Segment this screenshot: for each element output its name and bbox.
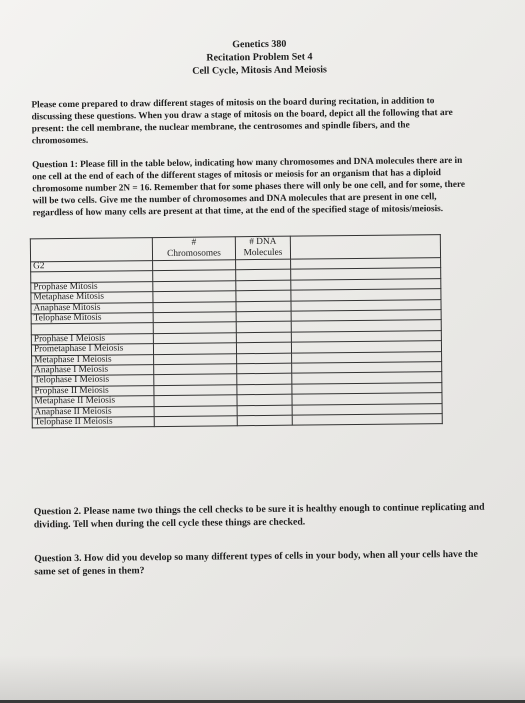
col-header-chromosomes — [152, 237, 235, 261]
cell-dna[interactable] — [237, 384, 292, 395]
col-header-dna — [235, 236, 290, 260]
col-header-dna-line2: Molecules — [243, 247, 283, 259]
question-3-label: Question 3. — [34, 552, 82, 565]
cell-dna[interactable] — [237, 353, 292, 364]
stages-table — [30, 234, 443, 429]
cell-dna[interactable] — [237, 363, 292, 374]
row-label: Anaphase Mitosis — [31, 302, 153, 314]
cell-dna[interactable] — [236, 280, 291, 291]
cell-dna[interactable] — [236, 311, 291, 322]
cell-dna[interactable] — [236, 259, 291, 270]
intro-paragraph: Please come prepared to draw different stages of mitosis on the board during recitation, in addition to discussing these questions. When you draw a stage of mitosis on the board, depict all the following that are present: the cell membrane, the nuclear membrane, the centrosomes and spindle fibers, and the chromosomes. — [31, 96, 453, 147]
cell-dna[interactable] — [237, 394, 292, 405]
row-label: Telophase Mitosis — [31, 313, 153, 325]
question-2 — [34, 501, 494, 532]
row-label: Prophase Mitosis — [31, 281, 153, 293]
cell-dna[interactable] — [237, 374, 292, 385]
cell-dna[interactable] — [236, 342, 291, 353]
cell-dna[interactable] — [236, 332, 291, 343]
cell-chromosomes[interactable] — [154, 416, 237, 427]
row-label: Anaphase II Meiosis — [32, 406, 154, 418]
table-row — [32, 414, 442, 429]
cell-dna[interactable] — [236, 290, 291, 301]
row-label: Metaphase Mitosis — [31, 292, 153, 304]
col-header-dna-line1: # DNA — [249, 236, 277, 248]
question-1-label: Question 1: — [32, 159, 78, 171]
page-header — [117, 36, 402, 78]
row-label-g2: G2 — [31, 261, 153, 273]
row-label: Telophase I Meiosis — [32, 375, 154, 387]
question-3 — [34, 548, 494, 579]
cell-dna[interactable] — [236, 301, 291, 312]
topic-title: Cell Cycle, Mitosis And Meiosis — [192, 64, 327, 77]
question-1-text: Please fill in the table below, indicating how many chromosomes and DNA molecules there are in one cell at the end of each of the different stages of mitosis or meiosis for an organism that has a diploid chromosome number 2N = 16. Remember that for some phases there will only be one cell, and for some, there will be two cells. Give me the number of chromosomes and DNA molecules that are present in one cell, regardless of how many cells are present at that time, at the end of the specified stage of mitosis/meiosis. — [32, 155, 466, 219]
row-label: Prophase I Meiosis — [31, 333, 153, 345]
question-3-text: How did you develop so many different types of cells in your body, when all your cells have the same set of genes in them? — [34, 548, 478, 578]
col-header-chromosomes-hash: # — [191, 237, 197, 248]
cell-extra — [292, 414, 442, 426]
row-label: Anaphase I Meiosis — [32, 365, 154, 377]
row-label: Metaphase I Meiosis — [32, 354, 154, 366]
course-title: Genetics 380 — [232, 38, 287, 51]
col-header-stage — [30, 238, 152, 262]
col-header-chromosomes-label: Chromosomes — [167, 248, 221, 259]
row-label: Metaphase II Meiosis — [32, 396, 154, 408]
question-2-text: Please name two things the cell checks to be sure it is healthy enough to continue replicating and dividing. Tell when during the cell cycle these things are checked. — [33, 501, 485, 531]
row-label: Prometaphase I Meiosis — [31, 344, 153, 356]
problem-set-title: Recitation Problem Set 4 — [206, 51, 313, 64]
cell-dna[interactable] — [237, 415, 292, 426]
cell-dna[interactable] — [237, 405, 292, 416]
row-label: Telophase II Meiosis — [32, 417, 154, 429]
question-2-label: Question 2. — [33, 505, 82, 518]
row-label: Prophase II Meiosis — [32, 385, 154, 397]
question-1 — [32, 155, 473, 220]
col-header-extra — [290, 235, 440, 260]
